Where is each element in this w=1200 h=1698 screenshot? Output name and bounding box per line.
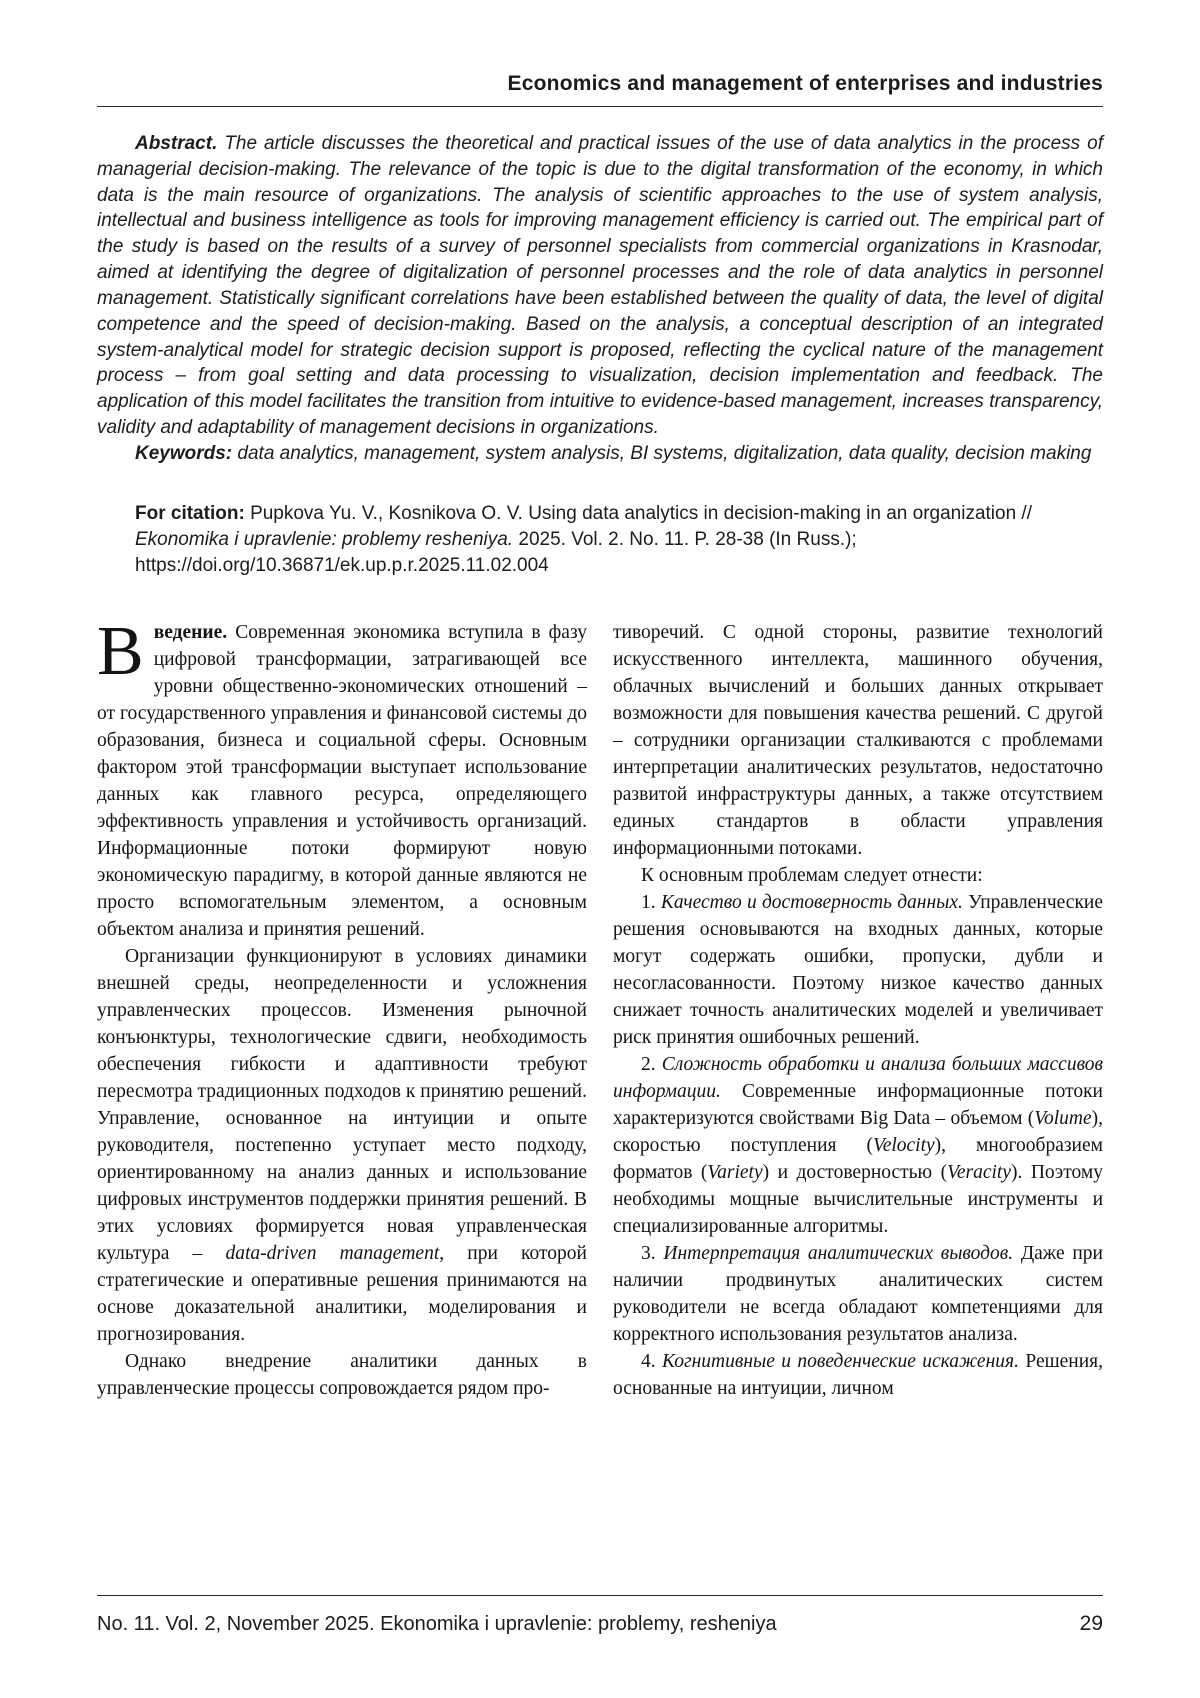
keywords-paragraph: Keywords: data analytics, management, system analysis, BI systems, digitalization, data quality, decision making [135,442,1092,464]
numbered-item-3: 3. Интерпретация аналитических выводов. Даже при наличии продвинутых аналитических систем руководители не всегда обладают компетенциями для корректного использования результатов анализа. [613,1243,1103,1346]
citation-block [135,501,1103,580]
article-body [97,613,1104,1402]
body-paragraph-intro [97,613,587,943]
left-column [97,613,587,1402]
right-column [613,619,1103,1402]
numbered-item-1: 1. Качество и достоверность данных. Управленческие решения основываются на входных данных, которые могут содержать ошибки, пропуски, дубли и несогласованности. Поэтому низкое качество данных снижает точность аналитических моделей и увеличивает риск принятия ошибочных решений. [613,892,1104,1049]
body-paragraph: Организации функционируют в условиях динамики внешней среды, неопределенности и усложнения управленческих процессов. Изменения рыночной конъюнктуры, технологические сдвиги, необходимость обеспечения гибкости и адаптивности требуют пересмотра традиционных подходов к принятию решений. Управление, основанное на интуиции и опыте руководителя, постепенно уступает место подходу, ориентированному на анализ данных и использование цифровых инструментов поддержки принятия решений. В этих условиях формируется новая управленческая культура – data-driven management, при которой стратегические и оперативные решения принимаются на основе доказательной аналитики, моделирования и прогнозирования. [97,946,587,1346]
drop-cap: В [97,613,144,691]
body-paragraph-continuation: тиворечий. С одной стороны, развитие технологий искусственного интеллекта, машинного обучения, облачных вычислений и больших данных открывает возможности для повышения качества решений. С другой – сотрудники организации сталкиваются с проблемами интерпретации аналитических результатов, недостаточно развитой инфраструктуры данных, а также отсутствием единых стандартов в области управления информационными потоками. [613,622,1103,860]
page-footer [97,1595,1103,1636]
running-head-title: Economics and management of enterprises and industries [97,72,1103,107]
footer-journal-line: No. 11. Vol. 2, November 2025. Ekonomika i upravlenie: problemy, resheniya [97,1613,777,1635]
body-paragraph: К основным проблемам следует отнести: [641,865,983,887]
numbered-item-2: 2. Сложность обработки и анализа больших массивов информации. Современные информационные потоки характеризуются свойствами Big Data – объемом (Volume), скоростью поступления (Velocity), многообразием форматов (Variety) и достоверностью (Veracity). Поэтому необходимы мощные вычислительные инструменты и специализированные алгоритмы. [613,1054,1103,1238]
page-number: 29 [1079,1612,1103,1635]
page-header [97,72,1103,107]
body-paragraph: Однако внедрение аналитики данных в управленческие процессы сопровождается рядом про- [97,1351,587,1400]
abstract-section [97,131,1103,467]
abstract-paragraph: Abstract. The article discusses the theoretical and practical issues of the use of data analytics in the process of managerial decision-making. The relevance of the topic is due to the digital transformation of the economy, in which data is the main resource of organizations. The analysis of scientific approaches to the use of system analysis, intellectual and business intelligence as tools for improving management efficiency is carried out. The empirical part of the study is based on the results of a survey of personnel specialists from commercial organizations in Krasnodar, aimed at identifying the degree of digitalization of personnel processes and the role of data analytics in personnel management. Statistically significant correlations have been established between the quality of data, the level of digital competence and the speed of decision-making. Based on the analysis, a conceptual description of an integrated system-analytical model for strategic decision support is proposed, reflecting the cyclical nature of the management process – from goal setting and data processing to visualization, decision implementation and feedback. The application of this model facilitates the transition from intuitive to evidence-based management, increases transparency, validity and adaptability of management decisions in organizations. [97,133,1103,439]
intro-paragraph-text: ведение. Современная экономика вступила в фазу цифровой трансформации, затрагивающей все уровни общественно-экономических отношений – от государственного управления и финансовой системы до образования, бизнеса и социальной сферы. Основным фактором этой трансформации выступает использование данных как главного ресурса, определяющего эффективность управления и устойчивость организаций. Информационные потоки формируют новую экономическую парадигму, в которой данные являются не просто вспомогательным элементом, а основным объектом анализа и принятия решений. [97,622,587,941]
numbered-item-4: 4. Когнитивные и поведенческие искажения. Решения, основанные на интуиции, личном [613,1351,1103,1400]
citation-paragraph: For citation: Pupkova Yu. V., Kosnikova O. V. Using data analytics in decision-making in an organization // Ekonomika i upravlenie: problemy resheniya. 2025. Vol. 2. No. 11. P. 28-38 (In Russ.); https://doi.org/10.36871/ek.up.p.r.2025.11.02.004 [135,502,1032,577]
